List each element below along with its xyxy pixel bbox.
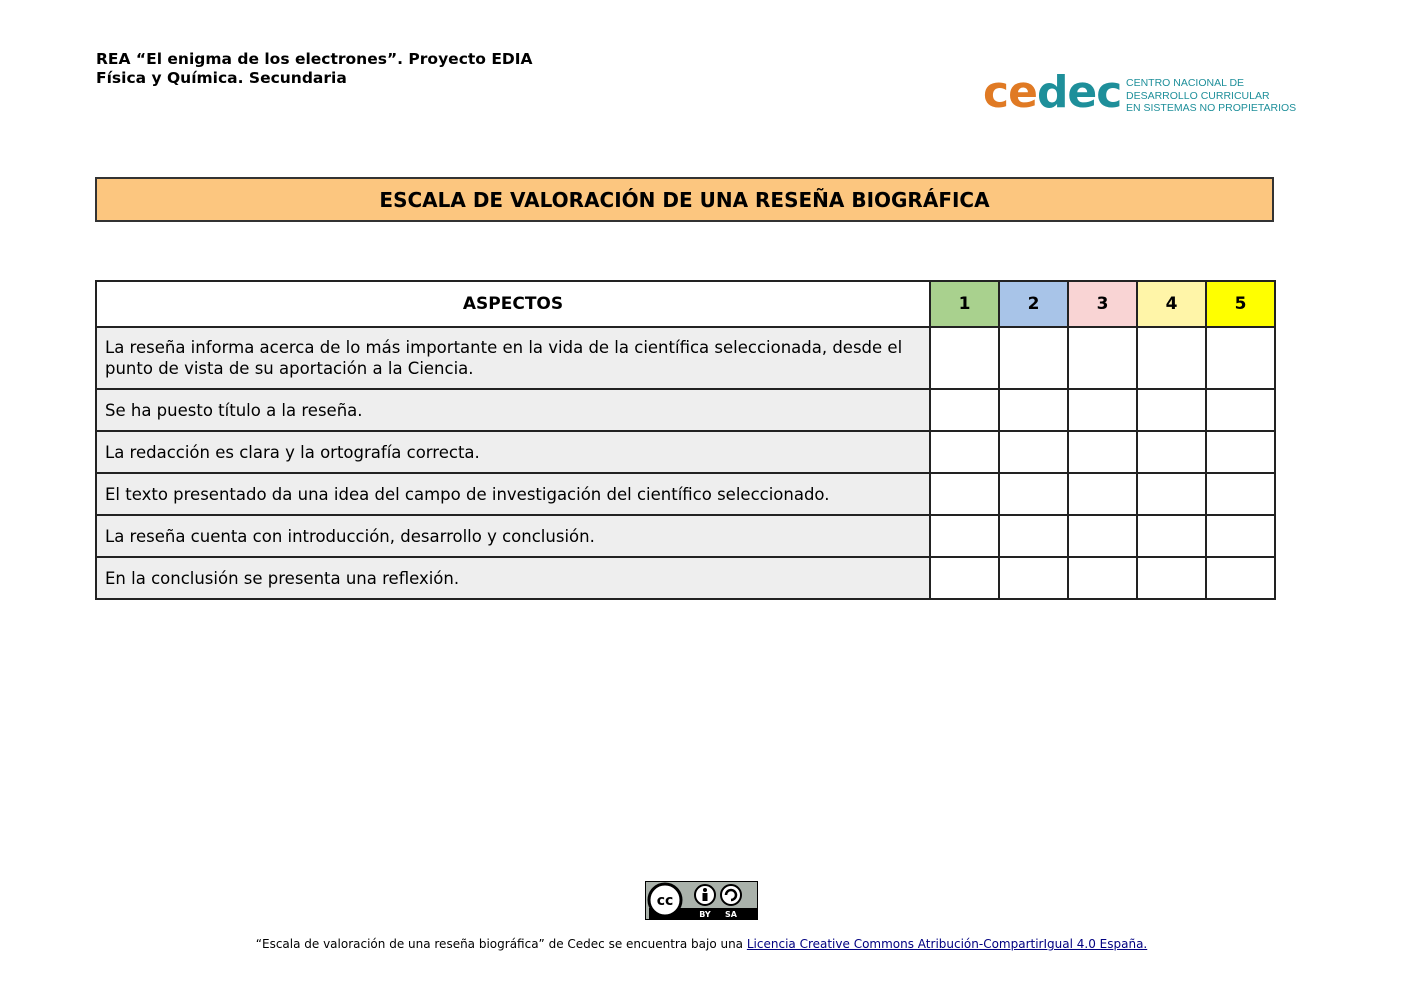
svg-text:BY: BY bbox=[699, 910, 711, 919]
score-cell-3[interactable] bbox=[1068, 431, 1137, 473]
score-cell-3[interactable] bbox=[1068, 389, 1137, 431]
table-row bbox=[96, 515, 1275, 557]
svg-text:SA: SA bbox=[725, 910, 737, 919]
score-cell-4[interactable] bbox=[1137, 557, 1206, 599]
page-title: ESCALA DE VALORACIÓN DE UNA RESEÑA BIOGRÁFICA bbox=[95, 177, 1274, 222]
score-cell-5[interactable] bbox=[1206, 389, 1275, 431]
aspect-description: Se ha puesto título a la reseña. bbox=[96, 389, 930, 431]
score-cell-4[interactable] bbox=[1137, 431, 1206, 473]
score-cell-2[interactable] bbox=[999, 327, 1068, 389]
logo-wordmark: cedec bbox=[983, 67, 1122, 118]
aspect-description: El texto presentado da una idea del campo de investigación del científico seleccionado. bbox=[96, 473, 930, 515]
svg-text:cc: cc bbox=[656, 893, 674, 909]
score-cell-2[interactable] bbox=[999, 473, 1068, 515]
score-cell-1[interactable] bbox=[930, 431, 999, 473]
aspect-description: La reseña informa acerca de lo más importante en la vida de la científica seleccionada, desde el punto de vista de su aportación a la Ciencia. bbox=[96, 327, 930, 389]
table-row bbox=[96, 557, 1275, 599]
logo-subtitle: CENTRO NACIONAL DE DESARROLLO CURRICULAR EN SISTEMAS NO PROPIETARIOS bbox=[1126, 77, 1297, 114]
document-header bbox=[96, 50, 533, 88]
score-cell-5[interactable] bbox=[1206, 431, 1275, 473]
score-cell-5[interactable] bbox=[1206, 327, 1275, 389]
license-link[interactable]: Licencia Creative Commons Atribución-CompartirIgual 4.0 España. bbox=[746, 937, 1148, 951]
score-cell-1[interactable] bbox=[930, 557, 999, 599]
score-header-5: 5 bbox=[1206, 281, 1275, 327]
score-cell-3[interactable] bbox=[1068, 473, 1137, 515]
license-statement: “Escala de valoración de una reseña biográfica” de Cedec se encuentra bajo una bbox=[255, 937, 747, 951]
score-cell-3[interactable] bbox=[1068, 515, 1137, 557]
score-cell-2[interactable] bbox=[999, 389, 1068, 431]
score-cell-2[interactable] bbox=[999, 431, 1068, 473]
score-header-2: 2 bbox=[999, 281, 1068, 327]
score-cell-2[interactable] bbox=[999, 557, 1068, 599]
score-cell-4[interactable] bbox=[1137, 327, 1206, 389]
score-header-1: 1 bbox=[930, 281, 999, 327]
cc-by-sa-icon bbox=[646, 882, 757, 919]
score-cell-4[interactable] bbox=[1137, 515, 1206, 557]
score-header-4: 4 bbox=[1137, 281, 1206, 327]
score-cell-4[interactable] bbox=[1137, 473, 1206, 515]
score-cell-3[interactable] bbox=[1068, 557, 1137, 599]
table-row bbox=[96, 431, 1275, 473]
score-cell-1[interactable] bbox=[930, 473, 999, 515]
aspects-header: ASPECTOS bbox=[96, 281, 930, 327]
rating-scale-table bbox=[95, 280, 1276, 600]
score-cell-3[interactable] bbox=[1068, 327, 1137, 389]
score-cell-1[interactable] bbox=[930, 389, 999, 431]
aspect-description: La redacción es clara y la ortografía correcta. bbox=[96, 431, 930, 473]
license-footer bbox=[0, 937, 1403, 951]
cc-license-badge[interactable] bbox=[645, 881, 758, 920]
score-cell-5[interactable] bbox=[1206, 557, 1275, 599]
table-row bbox=[96, 327, 1275, 389]
header-line-subject: Física y Química. Secundaria bbox=[96, 69, 347, 87]
table-row bbox=[96, 389, 1275, 431]
score-cell-1[interactable] bbox=[930, 327, 999, 389]
score-cell-5[interactable] bbox=[1206, 473, 1275, 515]
score-cell-5[interactable] bbox=[1206, 515, 1275, 557]
score-cell-4[interactable] bbox=[1137, 389, 1206, 431]
header-line-project: REA “El enigma de los electrones”. Proyecto EDIA bbox=[96, 50, 533, 68]
table-row bbox=[96, 473, 1275, 515]
score-header-3: 3 bbox=[1068, 281, 1137, 327]
score-cell-2[interactable] bbox=[999, 515, 1068, 557]
aspect-description: La reseña cuenta con introducción, desarrollo y conclusión. bbox=[96, 515, 930, 557]
table-header-row bbox=[96, 281, 1275, 327]
score-cell-1[interactable] bbox=[930, 515, 999, 557]
aspect-description: En la conclusión se presenta una reflexión. bbox=[96, 557, 930, 599]
